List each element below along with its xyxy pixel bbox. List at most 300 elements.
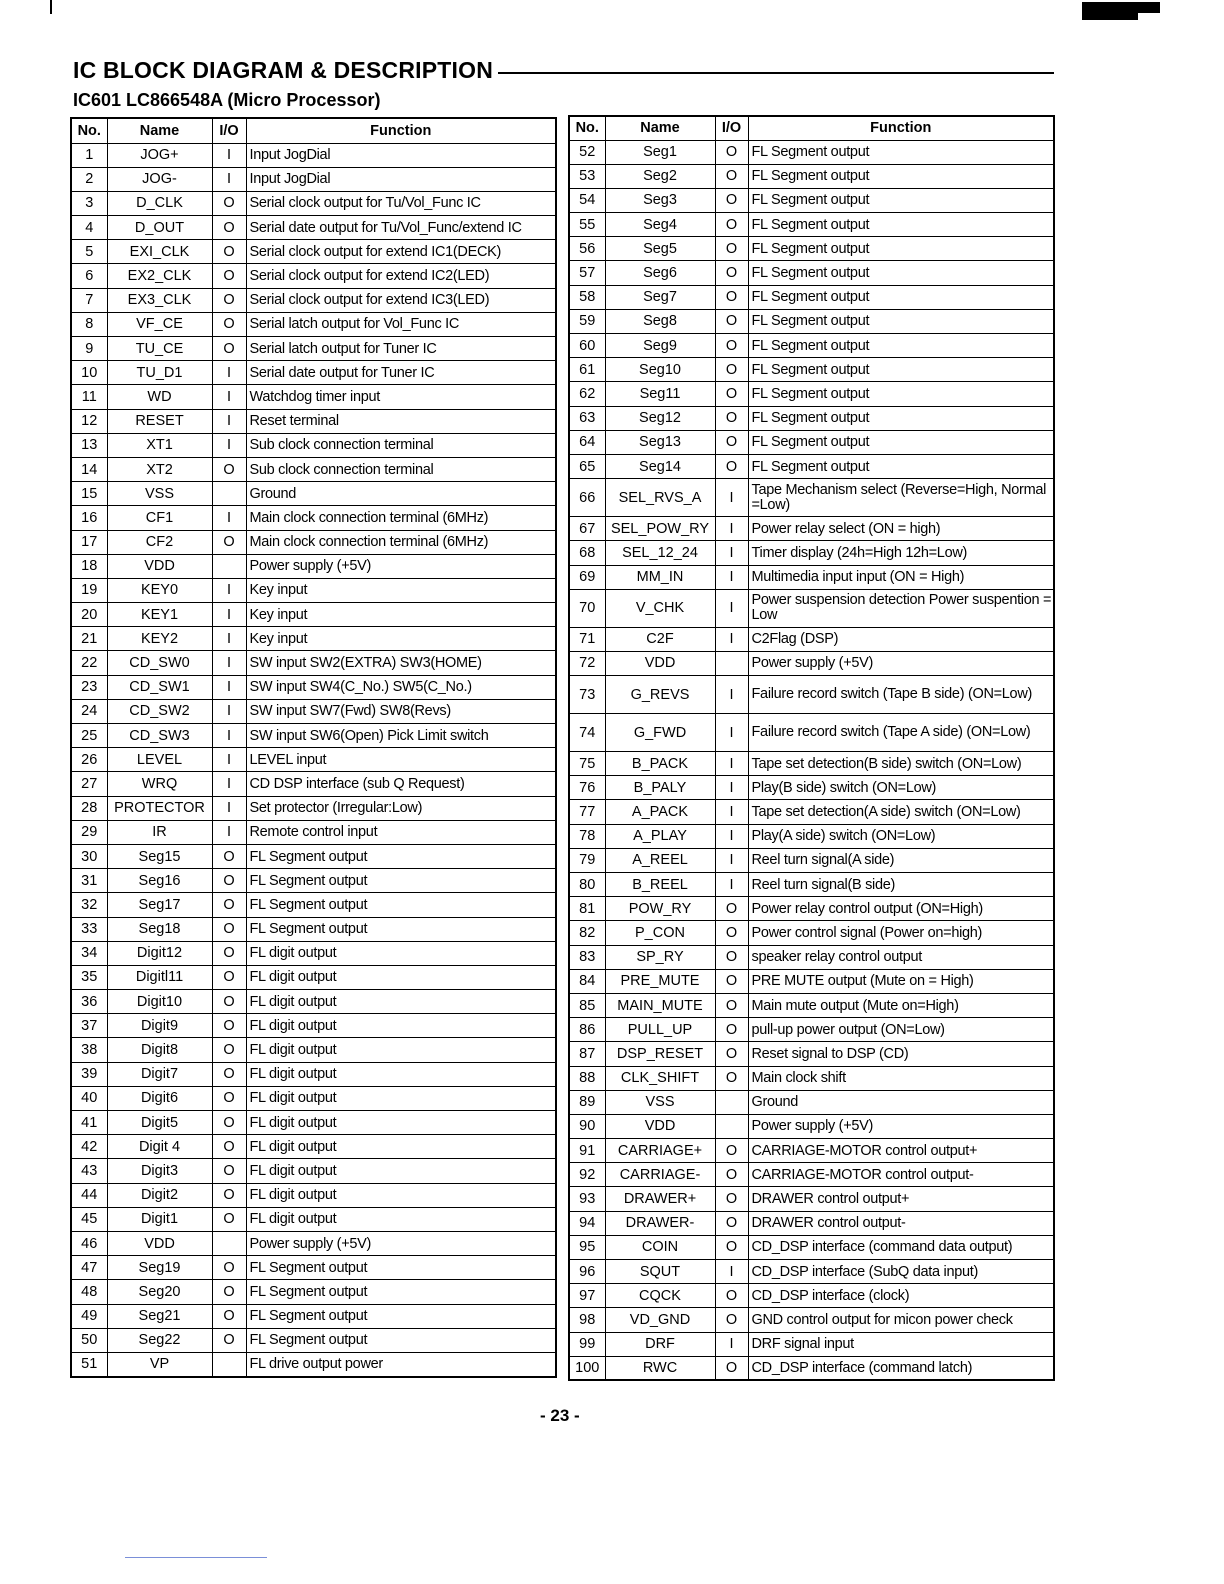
pin-function: Timer display (24h=High 12h=Low) [748, 541, 1054, 565]
pin-io: O [715, 1163, 748, 1187]
table-row [569, 430, 1054, 454]
pin-function: FL Segment output [748, 309, 1054, 333]
pin-function: Power relay control output (ON=High) [748, 897, 1054, 921]
pin-name: Digit9 [107, 1014, 212, 1038]
pin-number: 86 [569, 1018, 605, 1042]
col-header-function: Function [246, 118, 556, 143]
pin-name: Digit7 [107, 1062, 212, 1086]
pin-function: Set protector (Irregular:Low) [246, 796, 556, 820]
table-row [569, 1235, 1054, 1259]
table-row [569, 627, 1054, 651]
pin-name: Seg18 [107, 917, 212, 941]
pin-function: SW input SW7(Fwd) SW8(Revs) [246, 699, 556, 723]
pin-io: O [212, 530, 246, 554]
pin-function: GND control output for micon power check [748, 1308, 1054, 1332]
pin-name: EX2_CLK [107, 264, 212, 288]
table-row [71, 990, 556, 1014]
pin-name: EX3_CLK [107, 288, 212, 312]
pin-function: Tape set detection(A side) switch (ON=Low) [748, 800, 1054, 824]
scan-edge-mark [50, 0, 52, 14]
table-row [71, 1207, 556, 1231]
pin-number: 20 [71, 603, 107, 627]
pin-number: 79 [569, 848, 605, 872]
page-heading: IC BLOCK DIAGRAM & DESCRIPTION [73, 57, 493, 83]
table-row [71, 1014, 556, 1038]
pin-number: 22 [71, 651, 107, 675]
table-row [71, 530, 556, 554]
pin-name: Seg2 [605, 164, 715, 188]
pin-function: Tape set detection(B side) switch (ON=Low) [748, 752, 1054, 776]
pin-name: DRAWER+ [605, 1187, 715, 1211]
pin-name: DRAWER- [605, 1211, 715, 1235]
table-row [71, 312, 556, 336]
table-row [71, 651, 556, 675]
pin-number: 26 [71, 748, 107, 772]
pin-io: I [212, 603, 246, 627]
pin-io: I [715, 517, 748, 541]
pin-name: VSS [605, 1090, 715, 1114]
pin-io: O [212, 1062, 246, 1086]
pin-io: O [715, 261, 748, 285]
col-header-name: Name [605, 116, 715, 140]
pin-number: 18 [71, 554, 107, 578]
pin-function: Serial clock output for extend IC2(LED) [246, 264, 556, 288]
table-row [71, 457, 556, 481]
pin-number: 40 [71, 1086, 107, 1110]
pin-io [212, 1231, 246, 1255]
pin-function: CD_DSP interface (SubQ data input) [748, 1260, 1054, 1284]
pin-function: Power supply (+5V) [748, 651, 1054, 675]
pin-function: Main clock shift [748, 1066, 1054, 1090]
table-row [71, 506, 556, 530]
table-row [71, 1159, 556, 1183]
pin-name: Seg4 [605, 213, 715, 237]
table-row [569, 714, 1054, 752]
pin-name: A_PLAY [605, 824, 715, 848]
pin-function: Reel turn signal(A side) [748, 848, 1054, 872]
pin-number: 41 [71, 1111, 107, 1135]
pin-io: O [715, 1235, 748, 1259]
pin-function: Reel turn signal(B side) [748, 873, 1054, 897]
pin-function: CD DSP interface (sub Q Request) [246, 772, 556, 796]
pin-io: O [212, 264, 246, 288]
pin-io: O [715, 1042, 748, 1066]
pin-name: COIN [605, 1235, 715, 1259]
pin-number: 7 [71, 288, 107, 312]
pin-io: I [212, 699, 246, 723]
pin-name: Seg14 [605, 454, 715, 478]
pin-io: O [212, 1159, 246, 1183]
pin-function: FL digit output [246, 965, 556, 989]
pin-number: 84 [569, 969, 605, 993]
table-row [569, 897, 1054, 921]
pin-io: O [212, 869, 246, 893]
pin-function: FL digit output [246, 1086, 556, 1110]
pin-function: Power supply (+5V) [748, 1114, 1054, 1138]
pin-number: 71 [569, 627, 605, 651]
pin-name: SEL_12_24 [605, 541, 715, 565]
pin-function: FL Segment output [748, 140, 1054, 164]
pin-number: 14 [71, 457, 107, 481]
pin-function: FL Segment output [748, 164, 1054, 188]
pin-function: FL Segment output [748, 188, 1054, 212]
pin-number: 100 [569, 1356, 605, 1380]
pin-io: O [212, 216, 246, 240]
table-row [569, 776, 1054, 800]
pin-function: FL Segment output [748, 406, 1054, 430]
pin-number: 3 [71, 191, 107, 215]
table-row [569, 824, 1054, 848]
pin-name: Seg6 [605, 261, 715, 285]
table-row [569, 1090, 1054, 1114]
pin-name: CARRIAGE- [605, 1163, 715, 1187]
pin-number: 77 [569, 800, 605, 824]
pin-io: O [715, 1139, 748, 1163]
table-row [569, 334, 1054, 358]
pin-function: FL Segment output [748, 454, 1054, 478]
table-row [71, 1183, 556, 1207]
pin-io: I [212, 627, 246, 651]
col-header-function: Function [748, 116, 1054, 140]
pin-name: VF_CE [107, 312, 212, 336]
pin-number: 2 [71, 167, 107, 191]
pin-function: FL Segment output [246, 1328, 556, 1352]
table-row [71, 433, 556, 457]
pin-function: Main clock connection terminal (6MHz) [246, 530, 556, 554]
pin-io: O [715, 334, 748, 358]
pin-function: Power suspension detection Power suspention = Low [748, 589, 1054, 627]
pin-io [212, 1352, 246, 1376]
pin-number: 57 [569, 261, 605, 285]
pin-number: 27 [71, 772, 107, 796]
pin-function: Failure record switch (Tape A side) (ON=Low) [748, 714, 1054, 752]
table-row [71, 1231, 556, 1255]
pin-name: VSS [107, 482, 212, 506]
table-row [71, 337, 556, 361]
pin-name: Seg9 [605, 334, 715, 358]
pin-function: Key input [246, 627, 556, 651]
pin-name: WD [107, 385, 212, 409]
pin-number: 59 [569, 309, 605, 333]
table-row [71, 796, 556, 820]
table-row [71, 627, 556, 651]
pin-function: SW input SW2(EXTRA) SW3(HOME) [246, 651, 556, 675]
pin-number: 67 [569, 517, 605, 541]
pin-function: DRAWER control output+ [748, 1187, 1054, 1211]
pin-io: O [212, 1256, 246, 1280]
pin-function: Serial latch output for Vol_Func IC [246, 312, 556, 336]
pin-number: 17 [71, 530, 107, 554]
table-row [71, 1256, 556, 1280]
pin-number: 28 [71, 796, 107, 820]
pin-number: 34 [71, 941, 107, 965]
pin-function: FL digit output [246, 990, 556, 1014]
pin-name: CD_SW1 [107, 675, 212, 699]
pin-name: Digit10 [107, 990, 212, 1014]
pin-function: Reset terminal [246, 409, 556, 433]
table-header-row [71, 118, 556, 143]
pin-number: 12 [71, 409, 107, 433]
table-row [71, 1304, 556, 1328]
table-row [569, 1284, 1054, 1308]
pin-name: Seg15 [107, 844, 212, 868]
pin-io: I [715, 776, 748, 800]
pin-io: O [715, 406, 748, 430]
pin-name: LEVEL [107, 748, 212, 772]
pin-number: 74 [569, 714, 605, 752]
pin-table-left [70, 117, 557, 1378]
pin-io: I [212, 361, 246, 385]
table-row [569, 479, 1054, 517]
pin-io: I [212, 820, 246, 844]
pin-function: Power supply (+5V) [246, 554, 556, 578]
table-row [569, 1187, 1054, 1211]
pin-number: 35 [71, 965, 107, 989]
col-header-name: Name [107, 118, 212, 143]
pin-name: SEL_POW_RY [605, 517, 715, 541]
pin-number: 11 [71, 385, 107, 409]
pin-io: O [715, 1018, 748, 1042]
pin-io: O [715, 285, 748, 309]
pin-function: Multimedia input input (ON = High) [748, 565, 1054, 589]
pin-number: 99 [569, 1332, 605, 1356]
table-row [569, 541, 1054, 565]
pin-io: I [715, 589, 748, 627]
pin-function: FL Segment output [246, 1280, 556, 1304]
pin-number: 88 [569, 1066, 605, 1090]
pin-number: 39 [71, 1062, 107, 1086]
pin-name: Seg11 [605, 382, 715, 406]
table-row [569, 237, 1054, 261]
pin-name: CD_SW2 [107, 699, 212, 723]
table-row [71, 288, 556, 312]
pin-name: Digit 4 [107, 1135, 212, 1159]
pin-io: I [212, 796, 246, 820]
pin-function: FL Segment output [246, 1304, 556, 1328]
pin-number: 90 [569, 1114, 605, 1138]
pin-name: VDD [605, 651, 715, 675]
pin-number: 24 [71, 699, 107, 723]
pin-name: CLK_SHIFT [605, 1066, 715, 1090]
pin-function: Failure record switch (Tape B side) (ON=Low) [748, 676, 1054, 714]
pin-io: O [715, 1187, 748, 1211]
pin-io: O [212, 240, 246, 264]
pin-io: I [212, 409, 246, 433]
pin-function: Main mute output (Mute on=High) [748, 993, 1054, 1017]
pin-function: Remote control input [246, 820, 556, 844]
pin-number: 37 [71, 1014, 107, 1038]
footer-line [125, 1557, 267, 1558]
table-row [569, 454, 1054, 478]
pin-function: FL Segment output [748, 237, 1054, 261]
pin-number: 33 [71, 917, 107, 941]
pin-number: 61 [569, 358, 605, 382]
pin-function: FL Segment output [748, 430, 1054, 454]
pin-io: O [212, 191, 246, 215]
col-header-io: I/O [212, 118, 246, 143]
pin-name: A_REEL [605, 848, 715, 872]
pin-function: FL Segment output [246, 869, 556, 893]
table-row [569, 589, 1054, 627]
pin-name: SP_RY [605, 945, 715, 969]
table-row [569, 800, 1054, 824]
table-row [71, 361, 556, 385]
pin-name: TU_CE [107, 337, 212, 361]
pin-function: Tape Mechanism select (Reverse=High, Normal =Low) [748, 479, 1054, 517]
pin-name: Seg10 [605, 358, 715, 382]
pin-name: A_PACK [605, 800, 715, 824]
table-row [71, 167, 556, 191]
pin-function: SW input SW6(Open) Pick Limit switch [246, 724, 556, 748]
pin-function: CARRIAGE-MOTOR control output- [748, 1163, 1054, 1187]
pin-number: 15 [71, 482, 107, 506]
table-row [71, 1328, 556, 1352]
table-row [569, 285, 1054, 309]
pin-number: 46 [71, 1231, 107, 1255]
pin-name: IR [107, 820, 212, 844]
pin-name: C2F [605, 627, 715, 651]
pin-name: VDD [107, 1231, 212, 1255]
pin-io: I [212, 651, 246, 675]
pin-io: O [212, 844, 246, 868]
pin-function: FL digit output [246, 941, 556, 965]
pin-number: 5 [71, 240, 107, 264]
pin-io: O [715, 1356, 748, 1380]
table-row [569, 382, 1054, 406]
pin-io: O [212, 288, 246, 312]
pin-io: O [212, 1280, 246, 1304]
pin-function: FL digit output [246, 1038, 556, 1062]
table-row [569, 1260, 1054, 1284]
pin-io: O [212, 990, 246, 1014]
pin-name: D_OUT [107, 216, 212, 240]
pin-name: Seg1 [605, 140, 715, 164]
pin-io: I [212, 167, 246, 191]
pin-number: 13 [71, 433, 107, 457]
pin-name: JOG- [107, 167, 212, 191]
pin-number: 63 [569, 406, 605, 430]
table-row [71, 216, 556, 240]
pin-function: PRE MUTE output (Mute on = High) [748, 969, 1054, 993]
pin-function: CD_DSP interface (command data output) [748, 1235, 1054, 1259]
pin-number: 45 [71, 1207, 107, 1231]
pin-io: O [212, 917, 246, 941]
pin-function: Serial date output for Tu/Vol_Func/extend IC [246, 216, 556, 240]
pin-number: 81 [569, 897, 605, 921]
pin-io [715, 651, 748, 675]
pin-function: FL Segment output [748, 285, 1054, 309]
pin-name: B_REEL [605, 873, 715, 897]
pin-name: VDD [107, 554, 212, 578]
pin-io: O [212, 337, 246, 361]
pin-function: FL digit output [246, 1062, 556, 1086]
pin-number: 23 [71, 675, 107, 699]
pin-number: 55 [569, 213, 605, 237]
col-header-io: I/O [715, 116, 748, 140]
table-row [71, 143, 556, 167]
pin-number: 73 [569, 676, 605, 714]
table-row [569, 1332, 1054, 1356]
pin-io: O [212, 965, 246, 989]
pin-number: 72 [569, 651, 605, 675]
pin-io: O [715, 382, 748, 406]
pin-io: I [715, 824, 748, 848]
pin-io: I [715, 752, 748, 776]
pin-function: Ground [748, 1090, 1054, 1114]
pin-io: O [715, 237, 748, 261]
pin-number: 38 [71, 1038, 107, 1062]
pin-name: Digit1 [107, 1207, 212, 1231]
pin-io: I [715, 1332, 748, 1356]
pin-io [212, 482, 246, 506]
pin-function: SW input SW4(C_No.) SW5(C_No.) [246, 675, 556, 699]
pin-function: Sub clock connection terminal [246, 433, 556, 457]
pin-io: O [715, 945, 748, 969]
corner-scan-artifact [1082, 2, 1160, 20]
pin-name: Digitl11 [107, 965, 212, 989]
pin-io: O [715, 309, 748, 333]
pin-name: CF2 [107, 530, 212, 554]
table-row [71, 699, 556, 723]
pin-name: CD_SW0 [107, 651, 212, 675]
pin-name: EXI_CLK [107, 240, 212, 264]
pin-io [212, 554, 246, 578]
pin-function: Serial clock output for Tu/Vol_Func IC [246, 191, 556, 215]
pin-function: C2Flag (DSP) [748, 627, 1054, 651]
pin-number: 53 [569, 164, 605, 188]
table-row [569, 1356, 1054, 1380]
pin-number: 96 [569, 1260, 605, 1284]
table-row [569, 188, 1054, 212]
pin-number: 78 [569, 824, 605, 848]
pin-name: PRE_MUTE [605, 969, 715, 993]
table-row [569, 1018, 1054, 1042]
pin-function: Serial clock output for extend IC3(LED) [246, 288, 556, 312]
pin-name: Seg12 [605, 406, 715, 430]
table-header-row [569, 116, 1054, 140]
table-row [569, 1308, 1054, 1332]
pin-io: O [715, 358, 748, 382]
pin-io: I [715, 627, 748, 651]
pin-io: O [715, 188, 748, 212]
pin-number: 54 [569, 188, 605, 212]
table-row [569, 676, 1054, 714]
page-number: - 23 - [540, 1406, 580, 1425]
pin-name: D_CLK [107, 191, 212, 215]
pin-name: XT2 [107, 457, 212, 481]
table-row [71, 1135, 556, 1159]
pin-function: FL Segment output [748, 382, 1054, 406]
pin-name: Digit2 [107, 1183, 212, 1207]
pin-number: 25 [71, 724, 107, 748]
table-row [569, 993, 1054, 1017]
pin-function: Serial date output for Tuner IC [246, 361, 556, 385]
pin-number: 49 [71, 1304, 107, 1328]
pin-function: FL digit output [246, 1111, 556, 1135]
pin-number: 51 [71, 1352, 107, 1376]
pin-function: FL drive output power [246, 1352, 556, 1376]
pin-io: O [715, 213, 748, 237]
pin-number: 95 [569, 1235, 605, 1259]
pin-name: KEY1 [107, 603, 212, 627]
pin-number: 29 [71, 820, 107, 844]
pin-io: O [715, 969, 748, 993]
pin-function: Power relay select (ON = high) [748, 517, 1054, 541]
pin-function: CD_DSP interface (clock) [748, 1284, 1054, 1308]
table-row [71, 965, 556, 989]
pin-number: 93 [569, 1187, 605, 1211]
pin-function: Play(A side) switch (ON=Low) [748, 824, 1054, 848]
